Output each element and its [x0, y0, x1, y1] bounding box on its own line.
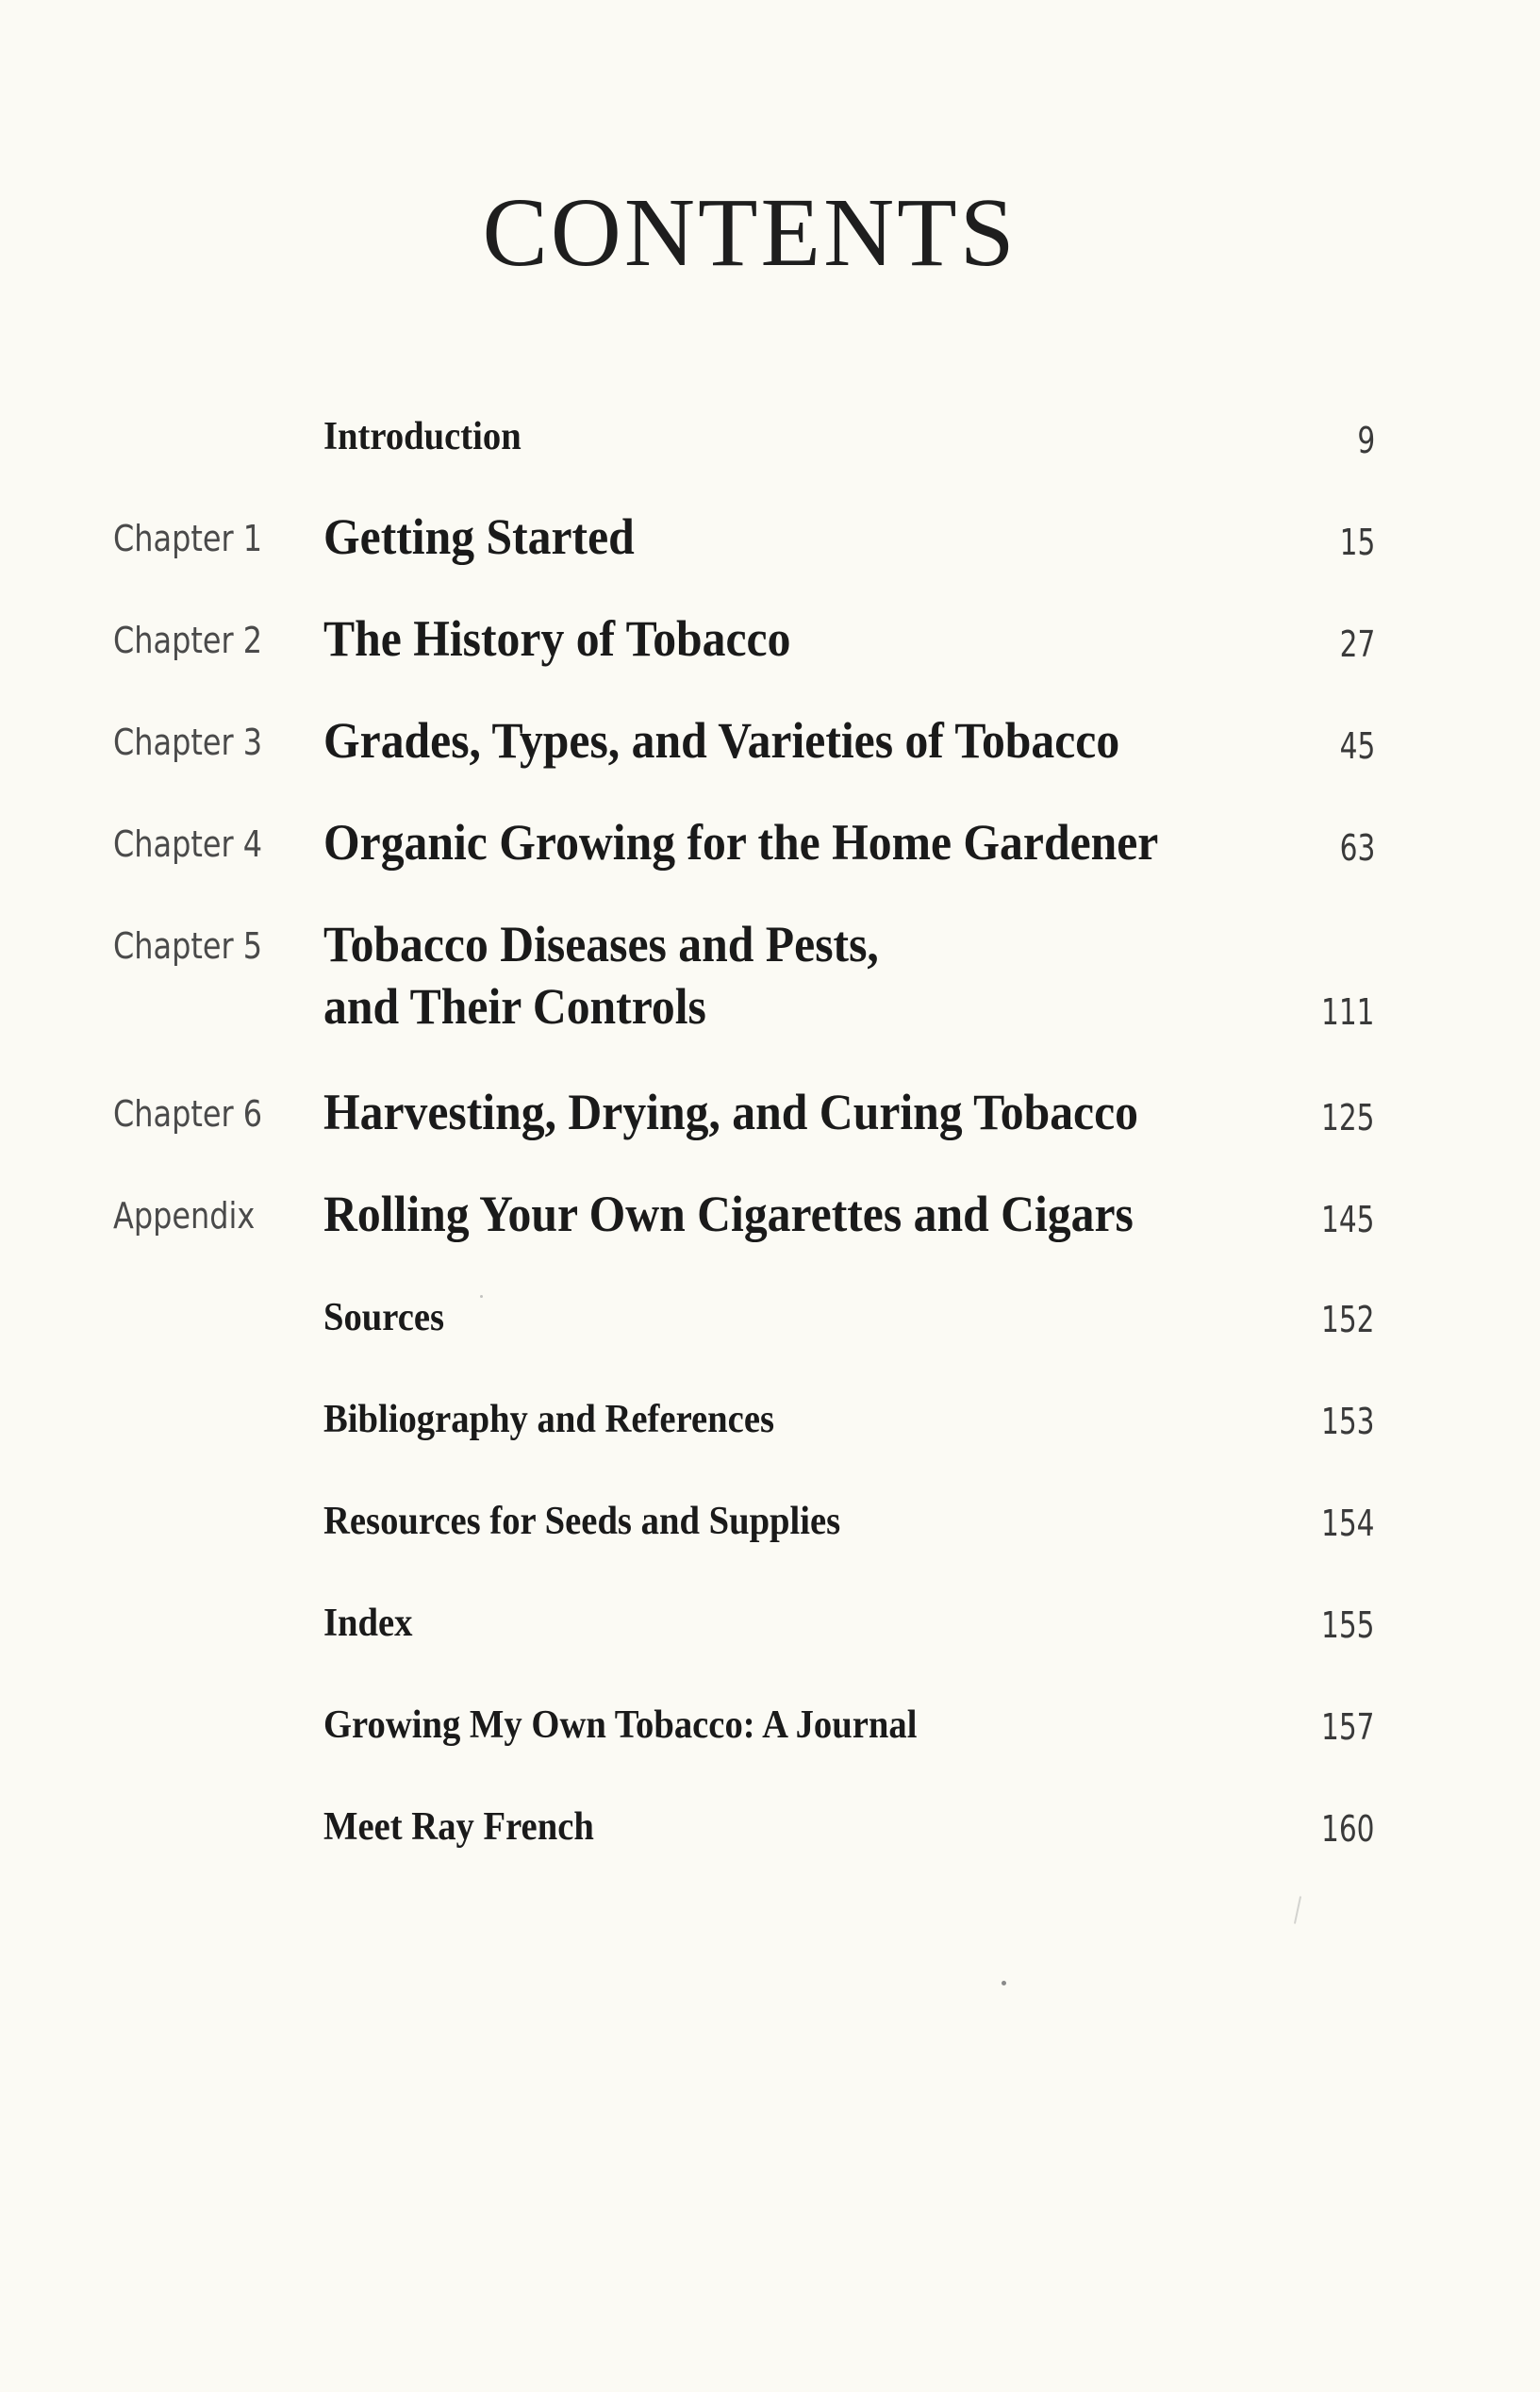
toc-chapter-label: Appendix: [113, 1195, 256, 1237]
toc-chapter-label: Chapter 1: [113, 518, 263, 559]
toc-page-number: 160: [1321, 1808, 1375, 1850]
toc-chapter-label: Chapter 4: [113, 823, 263, 865]
toc-heading: Meet Ray French: [323, 1805, 594, 1849]
toc-heading: Resources for Seeds and Supplies: [323, 1500, 841, 1543]
page-title: CONTENTS: [482, 178, 1018, 287]
toc-page-number: 153: [1321, 1401, 1375, 1442]
toc-page-number: 15: [1339, 522, 1375, 563]
scan-speck: [1294, 1896, 1301, 1924]
toc-heading: Grades, Types, and Varieties of Tobacco: [323, 712, 1120, 769]
toc-page-number: 9: [1357, 420, 1375, 461]
toc-heading-line-1: Tobacco Diseases and Pests,: [323, 916, 879, 972]
toc-page-number: 63: [1339, 827, 1375, 869]
toc-heading: Sources: [323, 1296, 445, 1339]
toc-page-number: 145: [1321, 1199, 1375, 1240]
toc-page-number: 157: [1321, 1706, 1375, 1748]
toc-chapter-label: Chapter 2: [113, 620, 263, 661]
toc-heading: Growing My Own Tobacco: A Journal: [323, 1703, 918, 1747]
toc-heading: Introduction: [323, 415, 522, 458]
toc-page-number: 125: [1321, 1097, 1375, 1138]
toc-chapter-label: Chapter 3: [113, 722, 263, 763]
toc-heading: Index: [323, 1602, 413, 1645]
toc-heading: Getting Started: [323, 508, 635, 565]
toc-page-number: 111: [1321, 991, 1375, 1033]
toc-heading: Harvesting, Drying, and Curing Tobacco: [323, 1084, 1138, 1140]
toc-chapter-label: Chapter 5: [113, 925, 263, 967]
toc-page-number: 154: [1321, 1503, 1375, 1544]
toc-page-number: 152: [1321, 1299, 1375, 1340]
toc-page-number: 45: [1339, 725, 1375, 767]
toc-heading: Rolling Your Own Cigarettes and Cigars: [323, 1186, 1134, 1242]
toc-chapter-label: Chapter 6: [113, 1093, 263, 1135]
toc-page-number: 27: [1339, 623, 1375, 665]
toc-heading: The History of Tobacco: [323, 610, 791, 667]
toc-page-number: 155: [1321, 1604, 1375, 1646]
toc-heading: Organic Growing for the Home Gardener: [323, 814, 1159, 871]
scan-speck: [480, 1295, 483, 1298]
scan-speck: [1002, 1981, 1006, 1985]
toc-heading: Bibliography and References: [323, 1398, 775, 1441]
toc-heading-line-2: and Their Controls: [323, 978, 706, 1035]
